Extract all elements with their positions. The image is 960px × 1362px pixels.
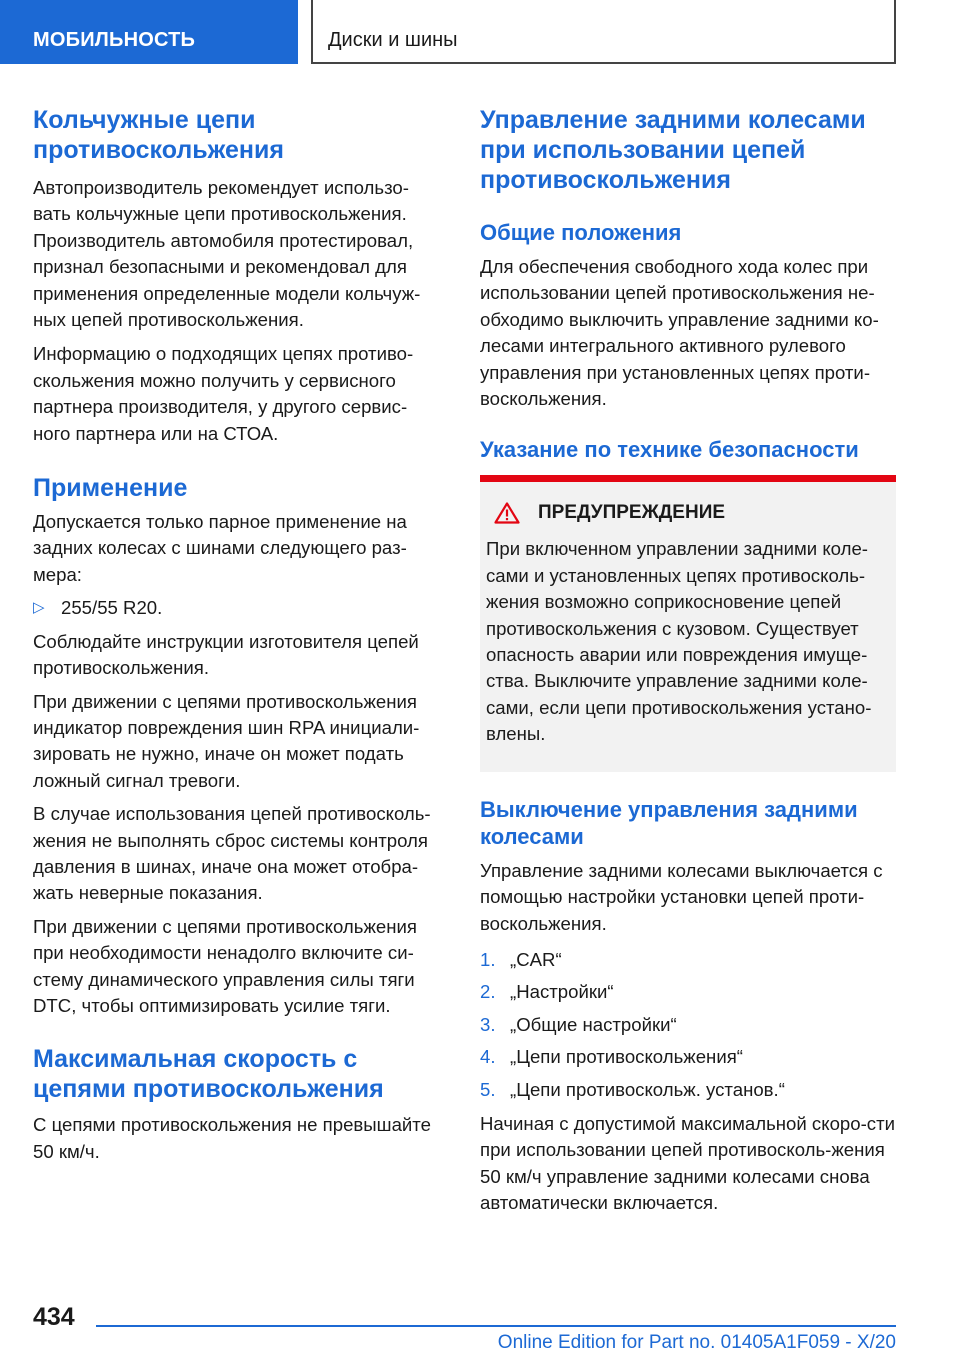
paragraph-dtc: При движении с цепями противоскольжения при необходимости ненадолго включите си-стему динамического управления силы тяги DTC, чтобы оптимизировать усилие тяги. (33, 915, 417, 1016)
footer-divider (96, 1325, 896, 1327)
list-item (480, 1044, 896, 1070)
safety-divider (480, 475, 896, 482)
section-tab: МОБИЛЬНОСТЬ (0, 0, 298, 64)
step-number: 1. (480, 948, 496, 970)
paragraph-chains-recommendation: Автопроизводитель рекомендует использо-вать кольчужные цепи противоскольжения. Производитель автомобиля протестировал, признал безопасными и рекомендовал для применения определенные модели кольчуж-ных цепей противоскольжения. (33, 177, 421, 331)
paragraph-manufacturer-instructions: Соблюдайте инструкции изготовителя цепей противоскольжения. (33, 630, 419, 679)
heading-snow-chains: Кольчужные цепи противоскольжения (33, 106, 284, 164)
heading-rear-steering: Управление задними колесами при использовании цепей противоскольжения (480, 106, 866, 194)
paragraph-disable: Управление задними колесами выключается с помощью настройки установки цепей проти-воскольжения. (480, 859, 883, 934)
page-number: 434 (33, 1303, 75, 1331)
step-number: 3. (480, 1013, 496, 1035)
left-column (33, 105, 443, 1165)
heading-safety-note: Указание по технике безопасности (480, 437, 859, 463)
step-text: „CAR“ (510, 948, 562, 970)
footer-edition: Online Edition for Part no. 01405A1F059 - X/20 (497, 1332, 896, 1353)
steps-list (480, 947, 896, 1103)
paragraph-auto-reenable: Начиная с допустимой максимальной скоро-сти при использовании цепей противосколь-жения 50 км/ч управление задними колесами снова автоматически включается. (480, 1112, 895, 1214)
step-text: „Настройки“ (510, 981, 614, 1003)
warning-title: ПРЕДУПРЕЖДЕНИЕ (538, 502, 726, 524)
warning-box (480, 482, 896, 771)
paragraph-tpms: В случае использования цепей противосколь-жения не выполнять сброс системы контроля давления в шинах, иначе она может отобра-жать неверные показания. (33, 803, 431, 904)
step-text: „Общие настройки“ (510, 1013, 677, 1035)
heading-general: Общие положения (480, 220, 682, 245)
heading-disable-rear-steering: Выключение управления задними колесами (480, 796, 858, 849)
list-item (480, 947, 896, 973)
warning-triangle-icon (494, 502, 520, 524)
paragraph-general: Для обеспечения свободного хода колес при использовании цепей противоскольжения не-обходимо выключить управление задними ко-лесами интегрального активного рулевого управления при установленных цепях проти-воскольжения. (480, 256, 879, 410)
heading-max-speed: Максимальная скорость с цепями противоскольжения (33, 1045, 384, 1104)
paragraph-max-speed: С цепями противоскольжения не превышайте 50 км/ч. (33, 1114, 431, 1162)
warning-header (486, 502, 888, 524)
list-item (480, 1012, 896, 1038)
step-text: „Цепи противоскольж. установ.“ (510, 1078, 785, 1100)
paragraph-chains-info: Информацию о подходящих цепях противо-скольжения можно получить у сервисного партнера производителя, у другого сервис-ного партнера или на СТОА. (33, 343, 414, 444)
step-number: 4. (480, 1046, 496, 1068)
step-number: 2. (480, 981, 496, 1003)
triangle-bullet-icon: ▷ (33, 599, 45, 617)
chapter-tab: Диски и шины (311, 0, 896, 64)
step-text: „Цепи противоскольжения“ (510, 1046, 743, 1068)
paragraph-rpa: При движении с цепями противоскольжения индикатор повреждения шин RPA инициали-зировать не нужно, иначе он может подать ложный сигнал тревоги. (33, 690, 420, 791)
right-column (480, 105, 896, 1217)
tire-size: 255/55 R20. (61, 597, 163, 619)
heading-usage: Применение (33, 474, 188, 503)
warning-text: При включенном управлении задними коле-сами и установленных цепях противосколь-жения возможно соприкосновение цепей противоскольжения с кузовом. Существует опасность аварии или повреждения имуще-ства. Выключите управление задними коле-сами, если цепи противоскольжения устано-влены. (486, 538, 872, 745)
step-number: 5. (480, 1078, 496, 1100)
list-item (480, 979, 896, 1005)
list-item (33, 595, 443, 621)
list-item (480, 1077, 896, 1103)
paragraph-usage: Допускается только парное применение на задних колесах с шинами следующего раз-мера: (33, 511, 407, 585)
